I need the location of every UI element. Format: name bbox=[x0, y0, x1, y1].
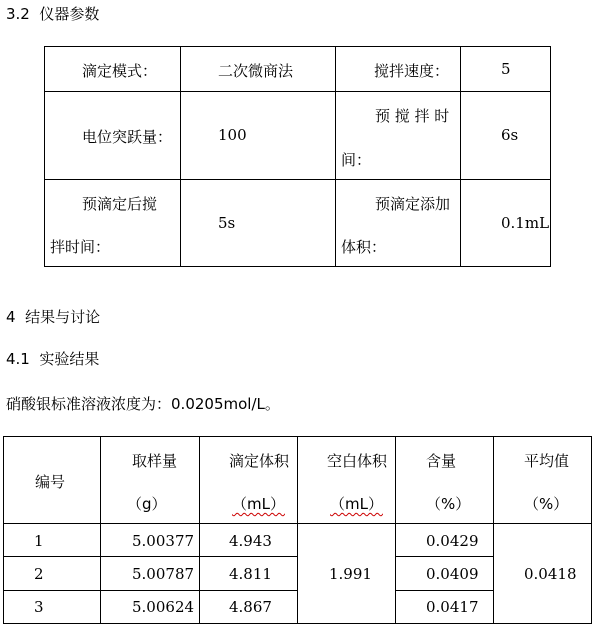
speed-value: 5 bbox=[501, 60, 511, 78]
row3-titration: 4.867 bbox=[229, 598, 272, 616]
row2-titration: 4.811 bbox=[229, 565, 272, 583]
mode-label: 滴定模式： bbox=[82, 62, 158, 80]
row2-mass: 5.00787 bbox=[132, 565, 195, 583]
row3-content: 0.0417 bbox=[426, 598, 479, 616]
predrip-vol-label-line1: 预滴定添加 bbox=[375, 195, 451, 213]
header-blank-unit: （mL） bbox=[330, 495, 383, 513]
row1-id: 1 bbox=[34, 532, 44, 550]
header-content-unit: （%） bbox=[426, 495, 471, 513]
instrument-params-table bbox=[44, 46, 551, 267]
header-average: 平均值 bbox=[524, 452, 570, 470]
row1-mass: 5.00377 bbox=[132, 532, 195, 550]
row2-content: 0.0409 bbox=[426, 565, 479, 583]
header-mass-unit: （g） bbox=[127, 495, 167, 513]
section-4-1-heading bbox=[6, 348, 99, 369]
jump-value: 100 bbox=[218, 126, 247, 144]
concentration-text: 硝酸银标准溶液浓度为：0.0205mol/L。 bbox=[6, 395, 280, 413]
blank-value: 1.991 bbox=[329, 565, 372, 583]
predrip-stir-label-line2: 拌时间： bbox=[50, 238, 111, 256]
header-blank: 空白体积 bbox=[327, 452, 388, 470]
results-table bbox=[3, 436, 592, 624]
header-mass: 取样量 bbox=[132, 452, 178, 470]
section-3-2-heading bbox=[6, 3, 99, 24]
section-title: 结果与讨论 bbox=[25, 308, 101, 326]
average-value: 0.0418 bbox=[524, 565, 577, 583]
row3-mass: 5.00624 bbox=[132, 598, 195, 616]
prestir-value: 6s bbox=[501, 126, 519, 144]
header-id: 编号 bbox=[35, 473, 66, 491]
header-average-unit: （%） bbox=[524, 495, 569, 513]
header-titration: 滴定体积 bbox=[229, 452, 290, 470]
row1-titration: 4.943 bbox=[229, 532, 272, 550]
speed-label: 搅拌速度： bbox=[374, 62, 450, 80]
header-content: 含量 bbox=[426, 452, 457, 470]
row1-content: 0.0429 bbox=[426, 532, 479, 550]
section-4-heading bbox=[6, 306, 100, 327]
prestir-label-line1: 预 搅 拌 时 bbox=[375, 107, 450, 125]
predrip-vol-value: 0.1mL bbox=[501, 214, 550, 232]
predrip-vol-label-line2: 体积： bbox=[341, 238, 387, 256]
row3-id: 3 bbox=[34, 598, 44, 616]
predrip-stir-value: 5s bbox=[218, 214, 236, 232]
section-number: 3.2 bbox=[6, 5, 30, 23]
section-number: 4.1 bbox=[6, 350, 30, 368]
section-number: 4 bbox=[6, 308, 16, 326]
header-titration-unit: （mL） bbox=[232, 495, 285, 513]
row2-id: 2 bbox=[34, 565, 44, 583]
predrip-stir-label-line1: 预滴定后搅 bbox=[82, 195, 158, 213]
section-title: 实验结果 bbox=[39, 350, 100, 368]
mode-value: 二次微商法 bbox=[218, 62, 294, 80]
prestir-label-line2: 间： bbox=[341, 151, 372, 169]
section-title: 仪器参数 bbox=[39, 5, 100, 23]
jump-label: 电位突跃量： bbox=[82, 128, 173, 146]
